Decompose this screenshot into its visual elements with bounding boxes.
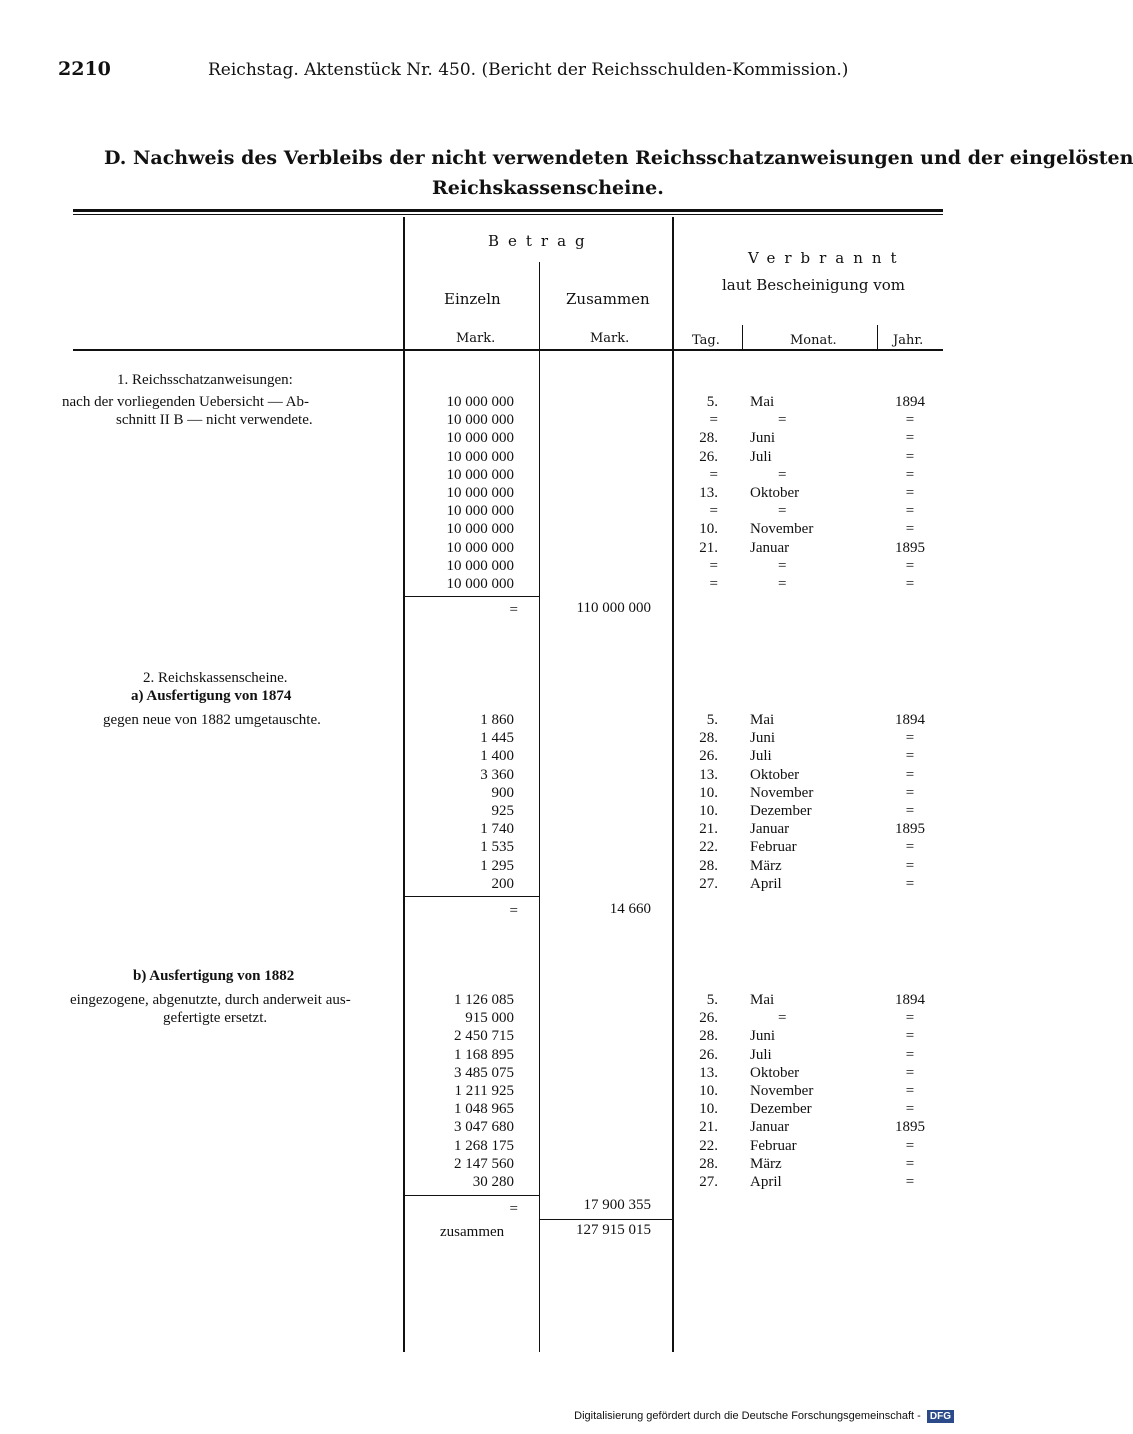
group1-heading: 1. Reichsschatzanweisungen: xyxy=(117,372,293,388)
cell-einzeln: 1 860 xyxy=(480,712,514,728)
cell-jahr: = xyxy=(905,521,915,537)
group2-desc-b-line1: eingezogene, abgenutzte, durch anderweit aus- xyxy=(70,992,351,1008)
cell-einzeln: 1 295 xyxy=(480,858,514,874)
cell-tag: 10. xyxy=(699,1083,718,1099)
col-header-verbrannt: Verbrannt xyxy=(748,249,906,267)
cell-einzeln: 200 xyxy=(491,876,514,892)
cell-jahr: 1894 xyxy=(895,992,925,1008)
cell-tag: 10. xyxy=(699,1101,718,1117)
cell-tag: 21. xyxy=(699,540,718,556)
cell-einzeln: 10 000 000 xyxy=(446,485,514,501)
cell-einzeln: 900 xyxy=(491,785,514,801)
cell-jahr: = xyxy=(905,1065,915,1081)
cell-monat: = xyxy=(778,412,787,428)
cell-monat: Oktober xyxy=(750,767,800,783)
cell-monat: Januar xyxy=(750,540,790,556)
cell-einzeln: 10 000 000 xyxy=(446,540,514,556)
ditto-mark-g2b: = xyxy=(509,1201,518,1217)
cell-einzeln: 10 000 000 xyxy=(446,558,514,574)
cell-tag: 5. xyxy=(706,712,718,728)
cell-jahr: = xyxy=(905,1138,915,1154)
cell-einzeln: 10 000 000 xyxy=(446,412,514,428)
zusammen-label: zusammen xyxy=(440,1224,505,1240)
footer-credit xyxy=(574,1410,954,1423)
cell-monat: = xyxy=(778,1010,787,1026)
col-divider-tag xyxy=(742,325,743,350)
subtotal-rule-g1 xyxy=(404,596,539,597)
cell-einzeln: 1 535 xyxy=(480,839,514,855)
ditto-mark-g2a: = xyxy=(509,903,518,919)
cell-monat: Juni xyxy=(750,1028,776,1044)
group2-desc-a: gegen neue von 1882 umgetauschte. xyxy=(103,712,321,728)
cell-jahr: = xyxy=(905,449,915,465)
cell-einzeln: 1 740 xyxy=(480,821,514,837)
cell-monat: Mai xyxy=(750,394,775,410)
cell-monat: März xyxy=(750,858,782,874)
cell-tag: 10. xyxy=(699,785,718,801)
group1-desc-line1: nach der vorliegenden Uebersicht — Ab- xyxy=(62,394,309,410)
cell-tag: 28. xyxy=(699,858,718,874)
cell-einzeln: 10 000 000 xyxy=(446,521,514,537)
cell-tag: 27. xyxy=(699,1174,718,1190)
cell-monat: Juni xyxy=(750,730,776,746)
section-title-line1: D. Nachweis des Verbleibs der nicht verwendeten Reichsschatzanweisungen und der eingelösten xyxy=(104,147,1133,169)
cell-jahr: = xyxy=(905,558,915,574)
cell-tag: 28. xyxy=(699,730,718,746)
cell-monat: = xyxy=(778,467,787,483)
cell-jahr: = xyxy=(905,858,915,874)
cell-einzeln: 1 126 085 xyxy=(454,992,514,1008)
cell-einzeln: 1 445 xyxy=(480,730,514,746)
cell-monat: Oktober xyxy=(750,485,800,501)
cell-monat: Januar xyxy=(750,1119,790,1135)
cell-einzeln: 3 485 075 xyxy=(454,1065,514,1081)
cell-jahr: = xyxy=(905,467,915,483)
group2-sub-b: b) Ausfertigung von 1882 xyxy=(133,968,295,984)
table-header-rule xyxy=(73,349,943,351)
subtotal-rule-g2a xyxy=(404,896,539,897)
cell-jahr: = xyxy=(905,430,915,446)
cell-tag: 10. xyxy=(699,803,718,819)
cell-monat: Dezember xyxy=(750,803,812,819)
cell-jahr: 1895 xyxy=(895,1119,925,1135)
unit-mark-einzeln: Mark. xyxy=(456,331,496,346)
total-g2b: 17 900 355 xyxy=(583,1197,651,1213)
cell-jahr: = xyxy=(905,785,915,801)
table-top-rule-thin xyxy=(73,214,943,215)
col-divider-einzeln xyxy=(403,217,405,1352)
cell-tag: = xyxy=(709,503,718,519)
cell-jahr: = xyxy=(905,1010,915,1026)
cell-einzeln: 10 000 000 xyxy=(446,394,514,410)
cell-jahr: 1894 xyxy=(895,394,925,410)
cell-monat: Juni xyxy=(750,430,776,446)
cell-tag: 26. xyxy=(699,449,718,465)
cell-jahr: = xyxy=(905,1156,915,1172)
cell-jahr: = xyxy=(905,730,915,746)
col-divider-verbrannt xyxy=(672,217,674,1352)
cell-einzeln: 3 047 680 xyxy=(454,1119,514,1135)
cell-jahr: = xyxy=(905,803,915,819)
running-title: Reichstag. Aktenstück Nr. 450. (Bericht der Reichsschulden-Kommission.) xyxy=(208,60,849,80)
cell-jahr: = xyxy=(905,485,915,501)
cell-tag: 28. xyxy=(699,430,718,446)
dfg-logo: DFG xyxy=(927,1410,954,1423)
cell-jahr: = xyxy=(905,576,915,592)
cell-tag: = xyxy=(709,412,718,428)
cell-einzeln: 1 400 xyxy=(480,748,514,764)
cell-tag: 5. xyxy=(706,394,718,410)
cell-tag: 28. xyxy=(699,1028,718,1044)
cell-tag: 26. xyxy=(699,748,718,764)
col-header-betrag: Betrag xyxy=(488,232,594,250)
ditto-mark-g1: = xyxy=(509,602,518,618)
cell-tag: 22. xyxy=(699,1138,718,1154)
col-divider-monat xyxy=(877,325,878,350)
cell-jahr: = xyxy=(905,412,915,428)
cell-tag: 13. xyxy=(699,1065,718,1081)
cell-jahr: 1895 xyxy=(895,540,925,556)
cell-tag: 26. xyxy=(699,1010,718,1026)
cell-monat: Januar xyxy=(750,821,790,837)
cell-monat: März xyxy=(750,1156,782,1172)
cell-einzeln: 915 000 xyxy=(465,1010,514,1026)
cell-einzeln: 10 000 000 xyxy=(446,430,514,446)
cell-monat: Dezember xyxy=(750,1101,812,1117)
cell-jahr: = xyxy=(905,1101,915,1117)
col-header-zusammen: Zusammen xyxy=(566,290,650,308)
cell-tag: 10. xyxy=(699,521,718,537)
cell-jahr: = xyxy=(905,1028,915,1044)
grand-total-rule xyxy=(540,1219,672,1220)
cell-tag: 13. xyxy=(699,485,718,501)
cell-einzeln: 10 000 000 xyxy=(446,576,514,592)
cell-einzeln: 3 360 xyxy=(480,767,514,783)
cell-monat: Oktober xyxy=(750,1065,800,1081)
col-header-jahr: Jahr. xyxy=(893,333,924,348)
col-header-einzeln: Einzeln xyxy=(444,290,501,308)
cell-einzeln: 10 000 000 xyxy=(446,503,514,519)
group1-desc-line2: schnitt II B — nicht verwendete. xyxy=(116,412,313,428)
cell-monat: Juli xyxy=(750,748,772,764)
total-g1: 110 000 000 xyxy=(576,600,651,616)
cell-einzeln: 1 211 925 xyxy=(454,1083,514,1099)
cell-tag: = xyxy=(709,558,718,574)
cell-monat: Mai xyxy=(750,712,775,728)
cell-jahr: = xyxy=(905,839,915,855)
cell-einzeln: 2 450 715 xyxy=(454,1028,514,1044)
cell-einzeln: 1 268 175 xyxy=(454,1138,514,1154)
cell-monat: November xyxy=(750,785,814,801)
group2-heading: 2. Reichskassenscheine. xyxy=(143,670,288,686)
cell-tag: 13. xyxy=(699,767,718,783)
col-header-laut: laut Bescheinigung vom xyxy=(722,276,906,294)
cell-einzeln: 10 000 000 xyxy=(446,467,514,483)
cell-jahr: 1894 xyxy=(895,712,925,728)
cell-tag: 22. xyxy=(699,839,718,855)
col-divider-zusammen xyxy=(539,262,540,1352)
total-g2a: 14 660 xyxy=(609,901,651,917)
subtotal-rule-g2b xyxy=(404,1195,539,1196)
cell-jahr: = xyxy=(905,1174,915,1190)
cell-einzeln: 10 000 000 xyxy=(446,449,514,465)
group2-desc-b-line2: gefertigte ersetzt. xyxy=(163,1010,268,1026)
cell-monat: Juli xyxy=(750,1047,772,1063)
footer-credit-text: Digitalisierung gefördert durch die Deutsche Forschungsgemeinschaft - xyxy=(574,1410,921,1422)
cell-tag: 21. xyxy=(699,821,718,837)
page-number: 2210 xyxy=(58,58,111,80)
table-top-rule xyxy=(73,209,943,212)
cell-jahr: 1895 xyxy=(895,821,925,837)
col-header-tag: Tag. xyxy=(692,333,720,348)
section-title-line2: Reichskassenscheine. xyxy=(432,177,664,199)
page-header xyxy=(58,58,918,88)
cell-monat: April xyxy=(750,1174,782,1190)
cell-monat: Mai xyxy=(750,992,775,1008)
cell-jahr: = xyxy=(905,767,915,783)
cell-monat: Februar xyxy=(750,1138,797,1154)
cell-monat: = xyxy=(778,503,787,519)
cell-tag: = xyxy=(709,467,718,483)
cell-tag: = xyxy=(709,576,718,592)
cell-monat: November xyxy=(750,521,814,537)
cell-monat: April xyxy=(750,876,782,892)
cell-monat: November xyxy=(750,1083,814,1099)
cell-tag: 21. xyxy=(699,1119,718,1135)
cell-einzeln: 925 xyxy=(491,803,514,819)
col-header-monat: Monat. xyxy=(790,333,837,348)
cell-monat: = xyxy=(778,576,787,592)
grand-total: 127 915 015 xyxy=(576,1222,651,1238)
cell-jahr: = xyxy=(905,1083,915,1099)
cell-einzeln: 1 048 965 xyxy=(454,1101,514,1117)
cell-jahr: = xyxy=(905,503,915,519)
cell-jahr: = xyxy=(905,876,915,892)
cell-tag: 27. xyxy=(699,876,718,892)
cell-jahr: = xyxy=(905,748,915,764)
cell-tag: 26. xyxy=(699,1047,718,1063)
cell-einzeln: 2 147 560 xyxy=(454,1156,514,1172)
cell-tag: 5. xyxy=(706,992,718,1008)
cell-einzeln: 1 168 895 xyxy=(454,1047,514,1063)
group2-sub-a: a) Ausfertigung von 1874 xyxy=(131,688,292,704)
cell-einzeln: 30 280 xyxy=(472,1174,514,1190)
cell-monat: Februar xyxy=(750,839,797,855)
cell-jahr: = xyxy=(905,1047,915,1063)
cell-monat: Juli xyxy=(750,449,772,465)
unit-mark-zusammen: Mark. xyxy=(590,331,630,346)
cell-monat: = xyxy=(778,558,787,574)
cell-tag: 28. xyxy=(699,1156,718,1172)
